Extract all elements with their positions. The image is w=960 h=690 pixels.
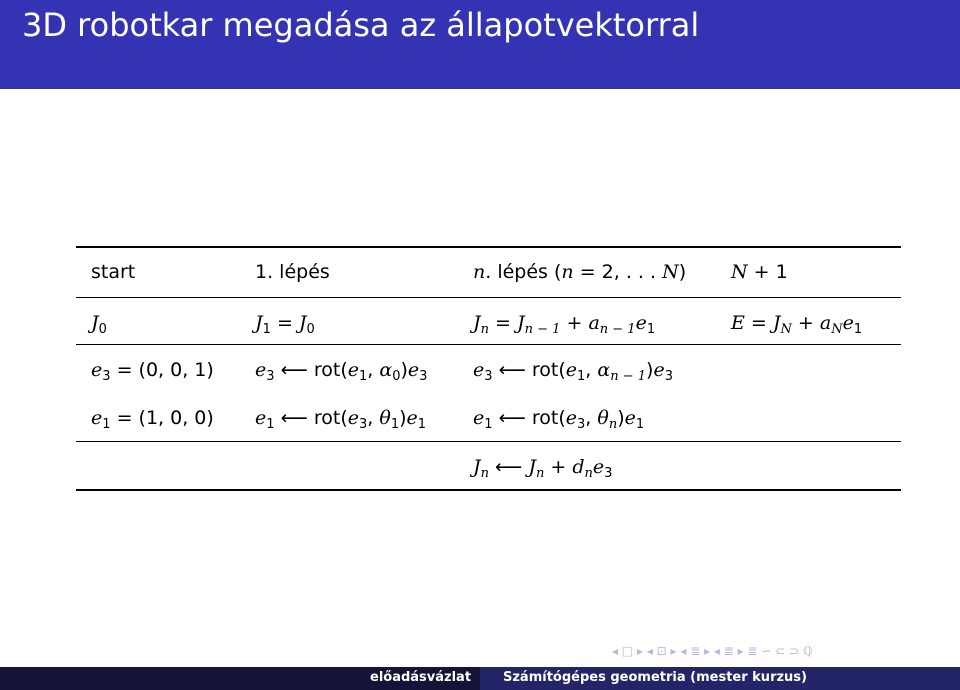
- header-start: start: [91, 261, 136, 283]
- table-bottom-rule: [76, 489, 901, 491]
- header-rule: [76, 297, 901, 298]
- row1-rule: [76, 344, 901, 345]
- footer-course: Számítógépes geometria (mester kurzus): [503, 670, 807, 685]
- row1-start: $J_0$: [91, 312, 107, 337]
- header-step1: 1. lépés: [255, 261, 330, 283]
- footer-author: előadásvázlat: [370, 670, 472, 685]
- row1-stepn: $J_n = J_{n - 1} + a_{n - 1}e_1$: [473, 312, 656, 337]
- row2-start: $e_3 = (0$, 0, 1): [91, 359, 214, 384]
- row1-final: $E = J_N + a_Ne_1$: [731, 312, 863, 337]
- header-final: N + 1: [731, 261, 788, 283]
- row4-stepn: $J_n$ ⟵ $J_n + d_ne_3$: [473, 456, 613, 481]
- row2-step1: $e_3$ ⟵ $rot(e_1$, $\alpha_0)e_3$: [255, 359, 428, 384]
- header-stepn: n. lépés (n = 2, . . . N): [473, 261, 687, 283]
- row3-start: $e_1 = (1$, 0, 0): [91, 407, 214, 432]
- table-top-rule: [76, 246, 901, 248]
- row1-step1: $J_1 = J_0$: [255, 312, 315, 337]
- row3-rule: [76, 441, 901, 442]
- beamer-navigation[interactable]: ◂ □ ▸ ◂ ⊡ ▸ ◂ ≣ ▸ ◂ ≣ ▸ ≣ ∽ ⊂ ⊃ ℚ: [612, 644, 813, 658]
- row3-step1: $e_1$ ⟵ $rot(e_3$, $\theta_1)e_1$: [255, 407, 427, 432]
- row3-stepn: $e_1$ ⟵ $rot(e_3$, $\theta_n)e_1$: [473, 407, 645, 432]
- slide-title: 3D robotkar megadása az állapotvektorral: [22, 6, 700, 44]
- row2-stepn: $e_3$ ⟵ $rot(e_1$, $\alpha_{n - 1})e_3$: [473, 359, 673, 384]
